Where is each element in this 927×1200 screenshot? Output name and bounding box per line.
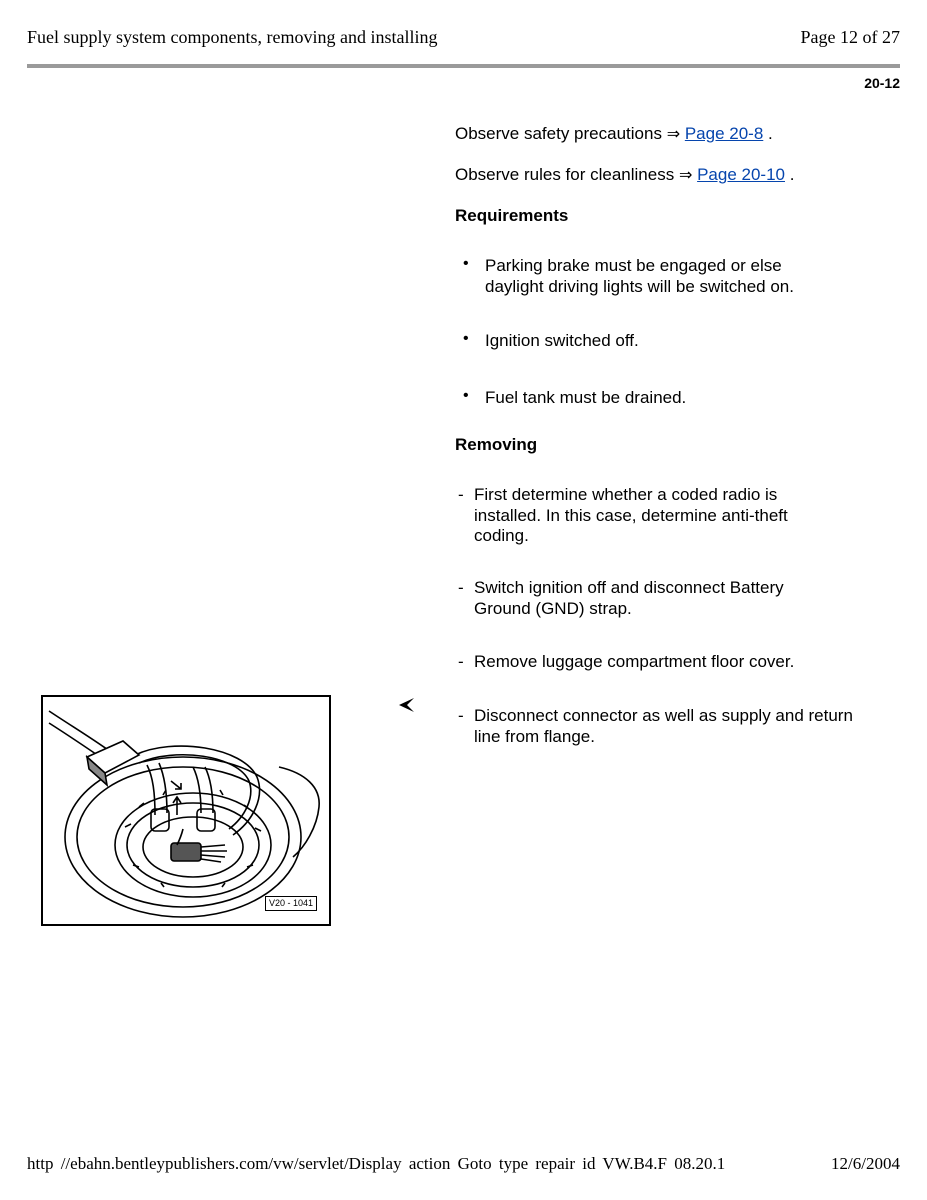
dash-marker: -: [458, 485, 464, 504]
intro-suffix: .: [763, 124, 773, 143]
header-divider: [27, 64, 900, 68]
list-item-text: Ignition switched off.: [485, 331, 639, 350]
footer-url: http //ebahn.bentleypublishers.com/vw/servlet/Display action Goto type repair id VW.B4.F 08.20.1: [27, 1154, 726, 1173]
procedure-step-text: Remove luggage compartment floor cover.: [474, 652, 795, 671]
double-right-arrow-icon: ⇒: [666, 126, 681, 143]
left-pointer-icon: [396, 695, 418, 715]
list-item-text: Fuel tank must be drained.: [485, 388, 687, 407]
procedure-step-text: Disconnect connector as well as supply and return line from flange.: [474, 706, 853, 746]
requirements-heading: Requirements: [455, 206, 569, 225]
document-title: Fuel supply system components, removing and installing: [27, 27, 438, 47]
link-page-20-8[interactable]: Page 20-8: [684, 124, 764, 143]
intro-text: Observe safety precautions: [455, 124, 662, 143]
dash-marker: -: [458, 652, 464, 671]
illustration-drawing: [43, 697, 331, 926]
figure-label: V20 - 1041: [265, 896, 317, 911]
bullet-icon: •: [463, 330, 469, 347]
double-right-arrow-icon: ⇒: [678, 167, 693, 184]
removing-heading: Removing: [455, 435, 538, 454]
section-number: 20-12: [864, 75, 900, 91]
list-item-text: Parking brake must be engaged or else daylight driving lights will be switched on.: [485, 256, 794, 296]
page-indicator: Page 12 of 27: [800, 27, 900, 47]
intro-cleanliness-rules: [455, 165, 794, 186]
procedure-step-text: First determine whether a coded radio is installed. In this case, determine anti-theft coding.: [474, 485, 788, 545]
intro-text: Observe rules for cleanliness: [455, 165, 675, 184]
dash-marker: -: [458, 706, 464, 725]
dash-marker: -: [458, 578, 464, 597]
bullet-icon: •: [463, 255, 469, 272]
fuel-pump-flange-illustration: [41, 695, 331, 926]
procedure-step-text: Switch ignition off and disconnect Battery Ground (GND) strap.: [474, 578, 784, 618]
intro-safety-precautions: [455, 124, 773, 145]
link-page-20-10[interactable]: Page 20-10: [697, 165, 785, 184]
bullet-icon: •: [463, 387, 469, 404]
footer-date: 12/6/2004: [831, 1154, 900, 1173]
intro-suffix: .: [785, 165, 795, 184]
